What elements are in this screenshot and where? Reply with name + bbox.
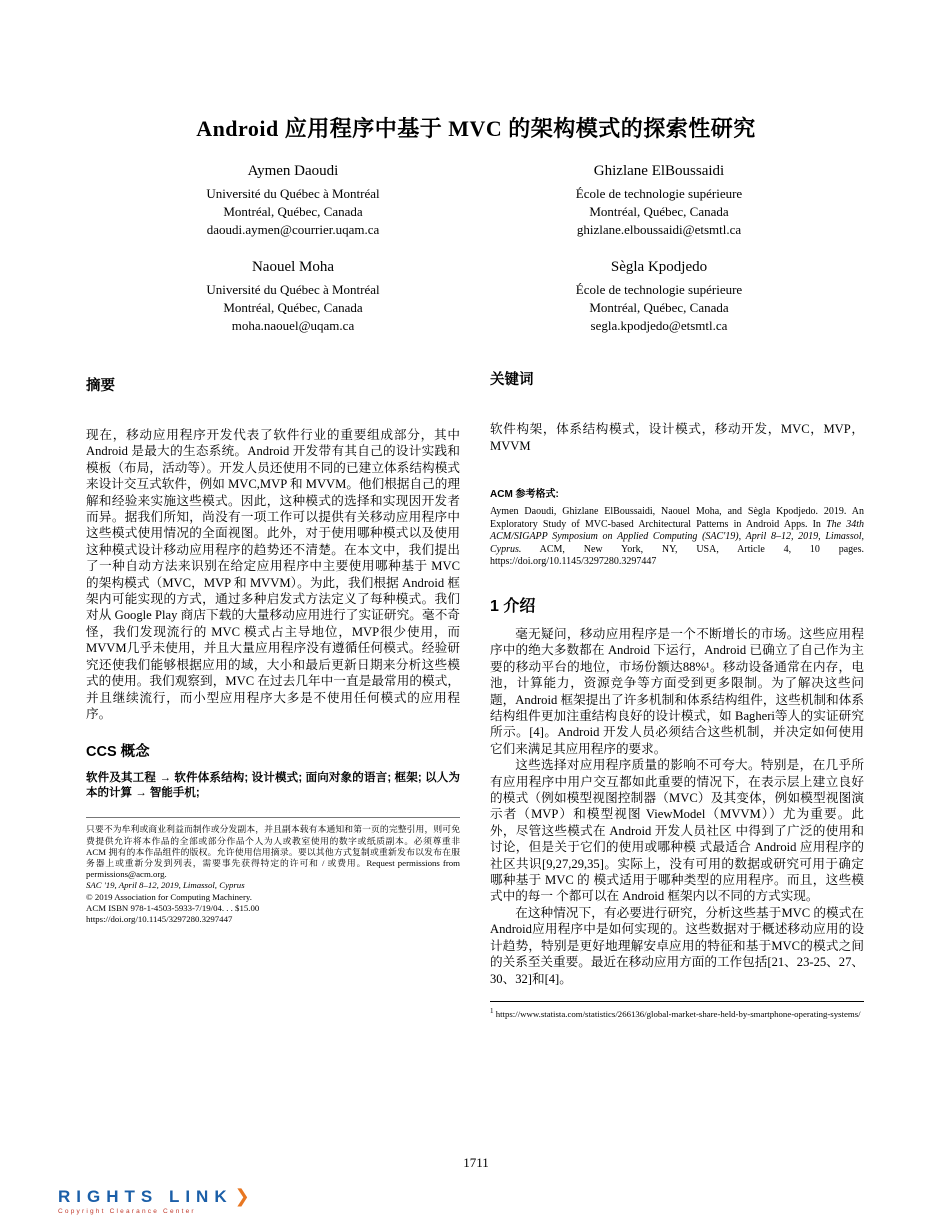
author-name: Ghizlane ElBoussaidi (593, 163, 725, 179)
intro-paragraph-1: 毫无疑问，移动应用程序是一个不断增长的市场。这些应用程序中的绝大多数都在 Android 下运行，Android 已确立了自己作为主要的移动平台的地位，市场份额达88%¹。移动设备通常在内存，电池，计算能力，资源竞争等方面受到更多限制。为了解决这些问题，Android 框架提出了许多机制和体系结构组件，这些机制和体系结构组件更加注重结构良好的设计模式，如 Bagheri等人的实证研究所示。[4]。Android 开发人员必须结合这些机制，并决定如何使用它们来满足其应用程序的要求。 (490, 626, 864, 756)
page-number: 1711 (463, 1155, 489, 1170)
left-column (86, 374, 460, 925)
author-location: Montréal, Québec, Canada (589, 204, 729, 219)
acm-ref-venue: The 34th ACM/SIGAPP Symposium on Applied Computing (SAC'19), April 8–12, 2019, Limassol, Cyprus. (490, 518, 864, 555)
author-location: Montréal, Québec, Canada (589, 300, 729, 315)
acm-ref-post[interactable]: ACM, New York, NY, USA, Article 4, 10 pages. https://doi.org/10.1145/3297280.3297447 (490, 543, 864, 568)
author-affiliation: Université du Québec à Montréal (206, 282, 380, 297)
copyright-isbn: ACM ISBN 978-1-4503-5933-7/19/04. . . $15.00 (86, 902, 260, 913)
author-2 (496, 163, 822, 239)
ccs-heading: CCS 概念 (86, 744, 150, 761)
author-4 (496, 259, 822, 335)
intro-paragraph-2: 这些选择对应用程序质量的影响不可夸大。特别是，在几乎所有应用程序中用户交互都如此重要的情况下，在表示层上建立良好的模式（例如模型视图控制器（MVC）及其变体，例如模型视图演示者（MVP）和模型视图 ViewModel（MVVM））尤为重要。此外，尽管这些模式在 Android 开发人员社区 中得到了广泛的使用和讨论，但是关于它们的使用或哪种模 式最适合 Android 应用程序的社区共识[9,27,29,35]。实际上，没有可用的数据或研究可用于确定哪种基于 MVC 的 模式适用于哪种类型的应用程序。而且，这些模式中的每一 个都可以在 Android 框架内以不同的方式实现。 (490, 758, 864, 904)
abstract-heading: 摘要 (86, 378, 115, 394)
author-name: Sègla Kpodjedo (610, 259, 708, 275)
author-email: ghizlane.elboussaidi@etsmtl.ca (576, 222, 742, 237)
paper-title: Android 应用程序中基于 MVC 的架构模式的探索性研究 (196, 116, 756, 141)
author-email: segla.kpodjedo@etsmtl.ca (590, 318, 728, 333)
keywords-heading: 关键词 (490, 372, 534, 388)
ccs-body: 软件及其工程 → 软件体系结构; 设计模式; 面向对象的语言; 框架; 以人为本的计算 → 智能手机; (86, 772, 460, 800)
acm-reference-body (490, 506, 864, 569)
author-location: Montréal, Québec, Canada (223, 204, 363, 219)
abstract-body: 现在，移动应用程序开发代表了软件行业的重要组成部分，其中 Android 是最大的生态系统。Android 开发带有其自己的设计实践和模板（布局，活动等）。开发人员还使用不同的已建立体系结构模式来设计交互式软件，例如 MVC,MVP 和 MVVM。他们根据自己的理解和经验来实施这些模式。因此，这种模式的选择和实现因开发者而异。据我们所知，尚没有一项工作可以提供有关移动应用程序中这些模式使用情况的全面视图。此外，对于使用哪种模式以及使用这种模式设计移动应用程序的趋势还不清楚。在本文中，我们提出了一种自动方法来识别在给定应用程序中主要使用哪种基于 MVC 的架构模式（MVC，MVP 和 MVVM）。为此，我们根据 Android 框架内可能实现的方式，通过多种启发式方法定义了每种模式。我们对从 Google Play 商店下载的大量移动应用进行了实证研究。毫不奇怪，我们发现流行的 MVC 模式占主导地位，MVP很少使用，而MVVM几乎未使用，并且大量应用程序没有遵循任何模式。经验研究还使我们能够根据应用的域，大小和最后更新日期来分析这些模式的使用。我们观察到，MVC 在过去几年中一直是最常用的模式，并且继续流行，而小型应用程序大多是不使用任何模式的应用程序。 (86, 428, 460, 721)
footnote-marker: 1 (490, 1006, 494, 1015)
footnote-url-link[interactable]: https://www.statista.com/statistics/266136/global-market-share-held-by-smartphone-operating-systems/ (495, 1008, 861, 1019)
copyright-permission: 只要不为牟利或商业利益而制作或分发副本，并且副本载有本通知和第一页的完整引用，则可免费提供允许将本作品的全部或部分作品个人为人或教室使用的数字或纸质副本。必须尊重非 ACM 拥有的本作品组件的版权。允许使用信用摘录。要以其他方式复制或重新发布以发布在服务器上或重新分发到列表，需要事先获得特定的许可和 / 或费用。Request permissions from permissions@acm.org. (86, 824, 460, 880)
footnote (490, 1001, 864, 1020)
author-email: moha.naouel@uqam.ca (231, 318, 355, 333)
intro-paragraph-3: 在这种情况下，有必要进行研究，分析这些基于MVC 的模式在Android应用程序中是如何实现的。这些数据对于概述移动应用的设计趋势，特别是更好地理解安卓应用的特征和基于MVC的模式之间的关系至关重要。最近在移动应用方面的工作包括[21、23-25、27、30、32]和[4]。 (490, 905, 864, 986)
rightslink-wordmark: RIGHTS LINK (58, 1186, 233, 1206)
authors-block (130, 163, 822, 335)
author-affiliation: École de technologie supérieure (575, 282, 743, 297)
right-column (490, 368, 864, 1020)
author-affiliation: Université du Québec à Montréal (206, 186, 380, 201)
author-1 (130, 163, 456, 239)
copyright-conference: SAC '19, April 8–12, 2019, Limassol, Cyprus (86, 880, 245, 891)
author-affiliation: École de technologie supérieure (575, 186, 743, 201)
author-name: Naouel Moha (251, 259, 335, 275)
author-location: Montréal, Québec, Canada (223, 300, 363, 315)
copyright-acm: © 2019 Association for Computing Machinery. (86, 891, 252, 902)
introduction-body (490, 626, 864, 987)
acm-ref-pre: Aymen Daoudi, Ghizlane ElBoussaidi, Naouel Moha, and Sègla Kpodjedo. 2019. An Exploratory Study of MVC-based Architectural Patterns in Android Apps. In (490, 506, 864, 530)
copyright-block (86, 817, 460, 925)
rightslink-arrow-icon: ❯ (234, 1186, 250, 1207)
rightslink-subtext: Copyright Clearance Center (58, 1208, 196, 1215)
rightslink-logo[interactable] (58, 1186, 250, 1215)
author-3 (130, 259, 456, 335)
author-name: Aymen Daoudi (247, 163, 339, 179)
keywords-body: 软件构架，体系结构模式，设计模式，移动开发，MVC，MVP，MVVM (490, 422, 864, 453)
acm-reference-heading: ACM 参考格式: (490, 489, 559, 500)
author-email: daoudi.aymen@courrier.uqam.ca (206, 222, 380, 237)
copyright-doi-link[interactable]: https://doi.org/10.1145/3297280.3297447 (86, 913, 233, 924)
introduction-heading: 1 介绍 (490, 597, 536, 615)
